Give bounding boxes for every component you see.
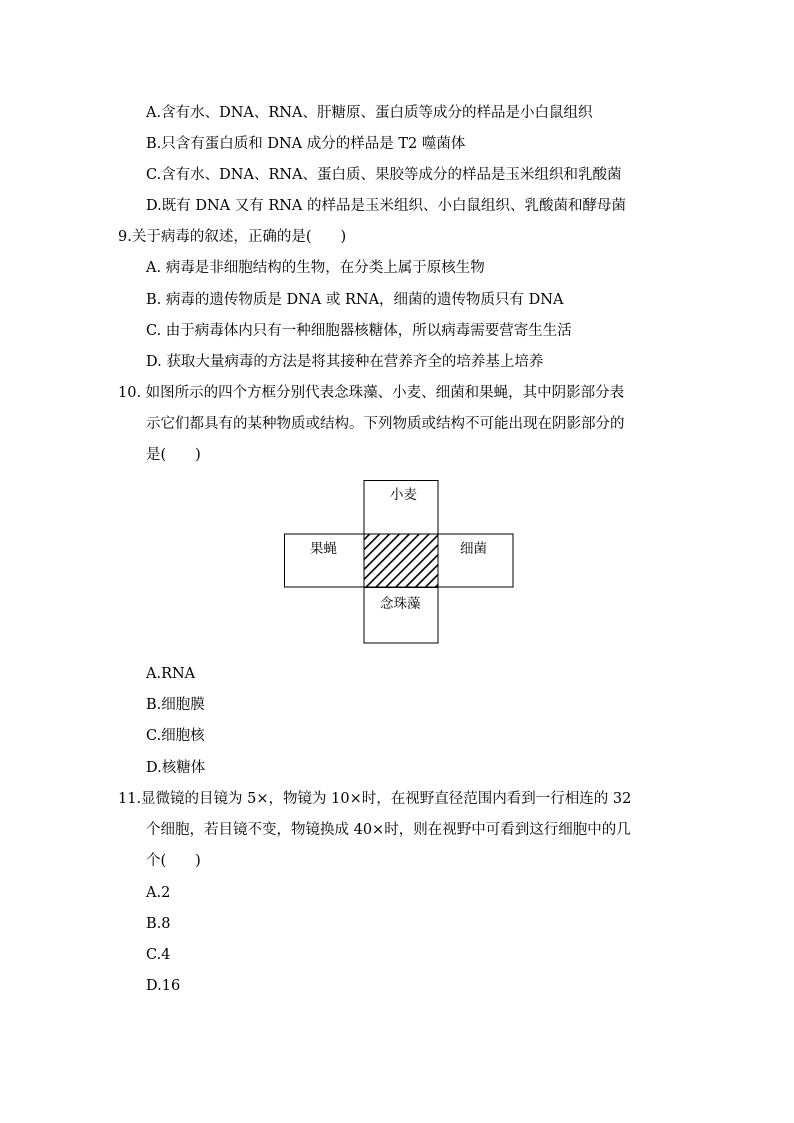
label-top: 小麦 — [390, 487, 417, 503]
q8-option-c: C.含有水、DNA、RNA、蛋白质、果胶等成分的样品是玉米组织和乳酸菌 — [146, 167, 622, 183]
q11-stem-line-1: 11.显微镜的目镜为 5×，物镜为 10×时，在视野直径范围内看到一行相连的 32 — [118, 791, 632, 807]
q8-option-a: A.含有水、DNA、RNA、肝糖原、蛋白质等成分的样品是小白鼠组织 — [146, 105, 593, 121]
q9-option-c: C. 由于病毒体内只有一种细胞器核糖体，所以病毒需要营寄生生活 — [146, 323, 572, 339]
q9-option-b: B. 病毒的遗传物质是 DNA 或 RNA，细菌的遗传物质只有 DNA — [146, 292, 564, 308]
q10-option-a: A.RNA — [146, 666, 196, 682]
q11-stem-line-3: 个( ) — [146, 853, 201, 869]
q10-option-b: B.细胞膜 — [146, 697, 205, 713]
q8-option-d: D.既有 DNA 又有 RNA 的样品是玉米组织、小白鼠组织、乳酸菌和酵母菌 — [146, 198, 627, 214]
q10-option-c: C.细胞核 — [146, 728, 205, 744]
q10-stem-line-3: 是( ) — [146, 447, 201, 463]
q11-option-c: C.4 — [146, 947, 171, 963]
label-bottom: 念珠藻 — [380, 596, 421, 612]
q9-stem: 9.关于病毒的叙述，正确的是( ) — [118, 229, 347, 245]
q10-option-d: D.核糖体 — [146, 760, 206, 776]
q10-stem-line-1: 10. 如图所示的四个方框分别代表念珠藻、小麦、细菌和果蝇，其中阴影部分表 — [118, 385, 625, 401]
q9-option-a: A. 病毒是非细胞结构的生物，在分类上属于原核生物 — [146, 260, 485, 276]
label-right: 细菌 — [460, 541, 487, 557]
q11-option-b: B.8 — [146, 916, 171, 932]
q11-stem-line-2: 个细胞，若目镜不变，物镜换成 40×时，则在视野中可看到这行细胞中的几 — [146, 822, 631, 838]
q8-option-b: B.只含有蛋白质和 DNA 成分的样品是 T2 噬菌体 — [146, 136, 466, 152]
cross-diagram-svg — [284, 480, 514, 644]
cross-diagram — [284, 480, 514, 644]
q9-option-d: D. 获取大量病毒的方法是将其接种在营养齐全的培养基上培养 — [146, 354, 544, 370]
q11-option-d: D.16 — [146, 978, 181, 994]
q11-option-a: A.2 — [146, 885, 171, 901]
label-left: 果蝇 — [310, 541, 337, 557]
q10-stem-line-2: 示它们都具有的某种物质或结构。下列物质或结构不可能出现在阴影部分的 — [146, 416, 625, 432]
shaded-intersection — [364, 534, 438, 587]
